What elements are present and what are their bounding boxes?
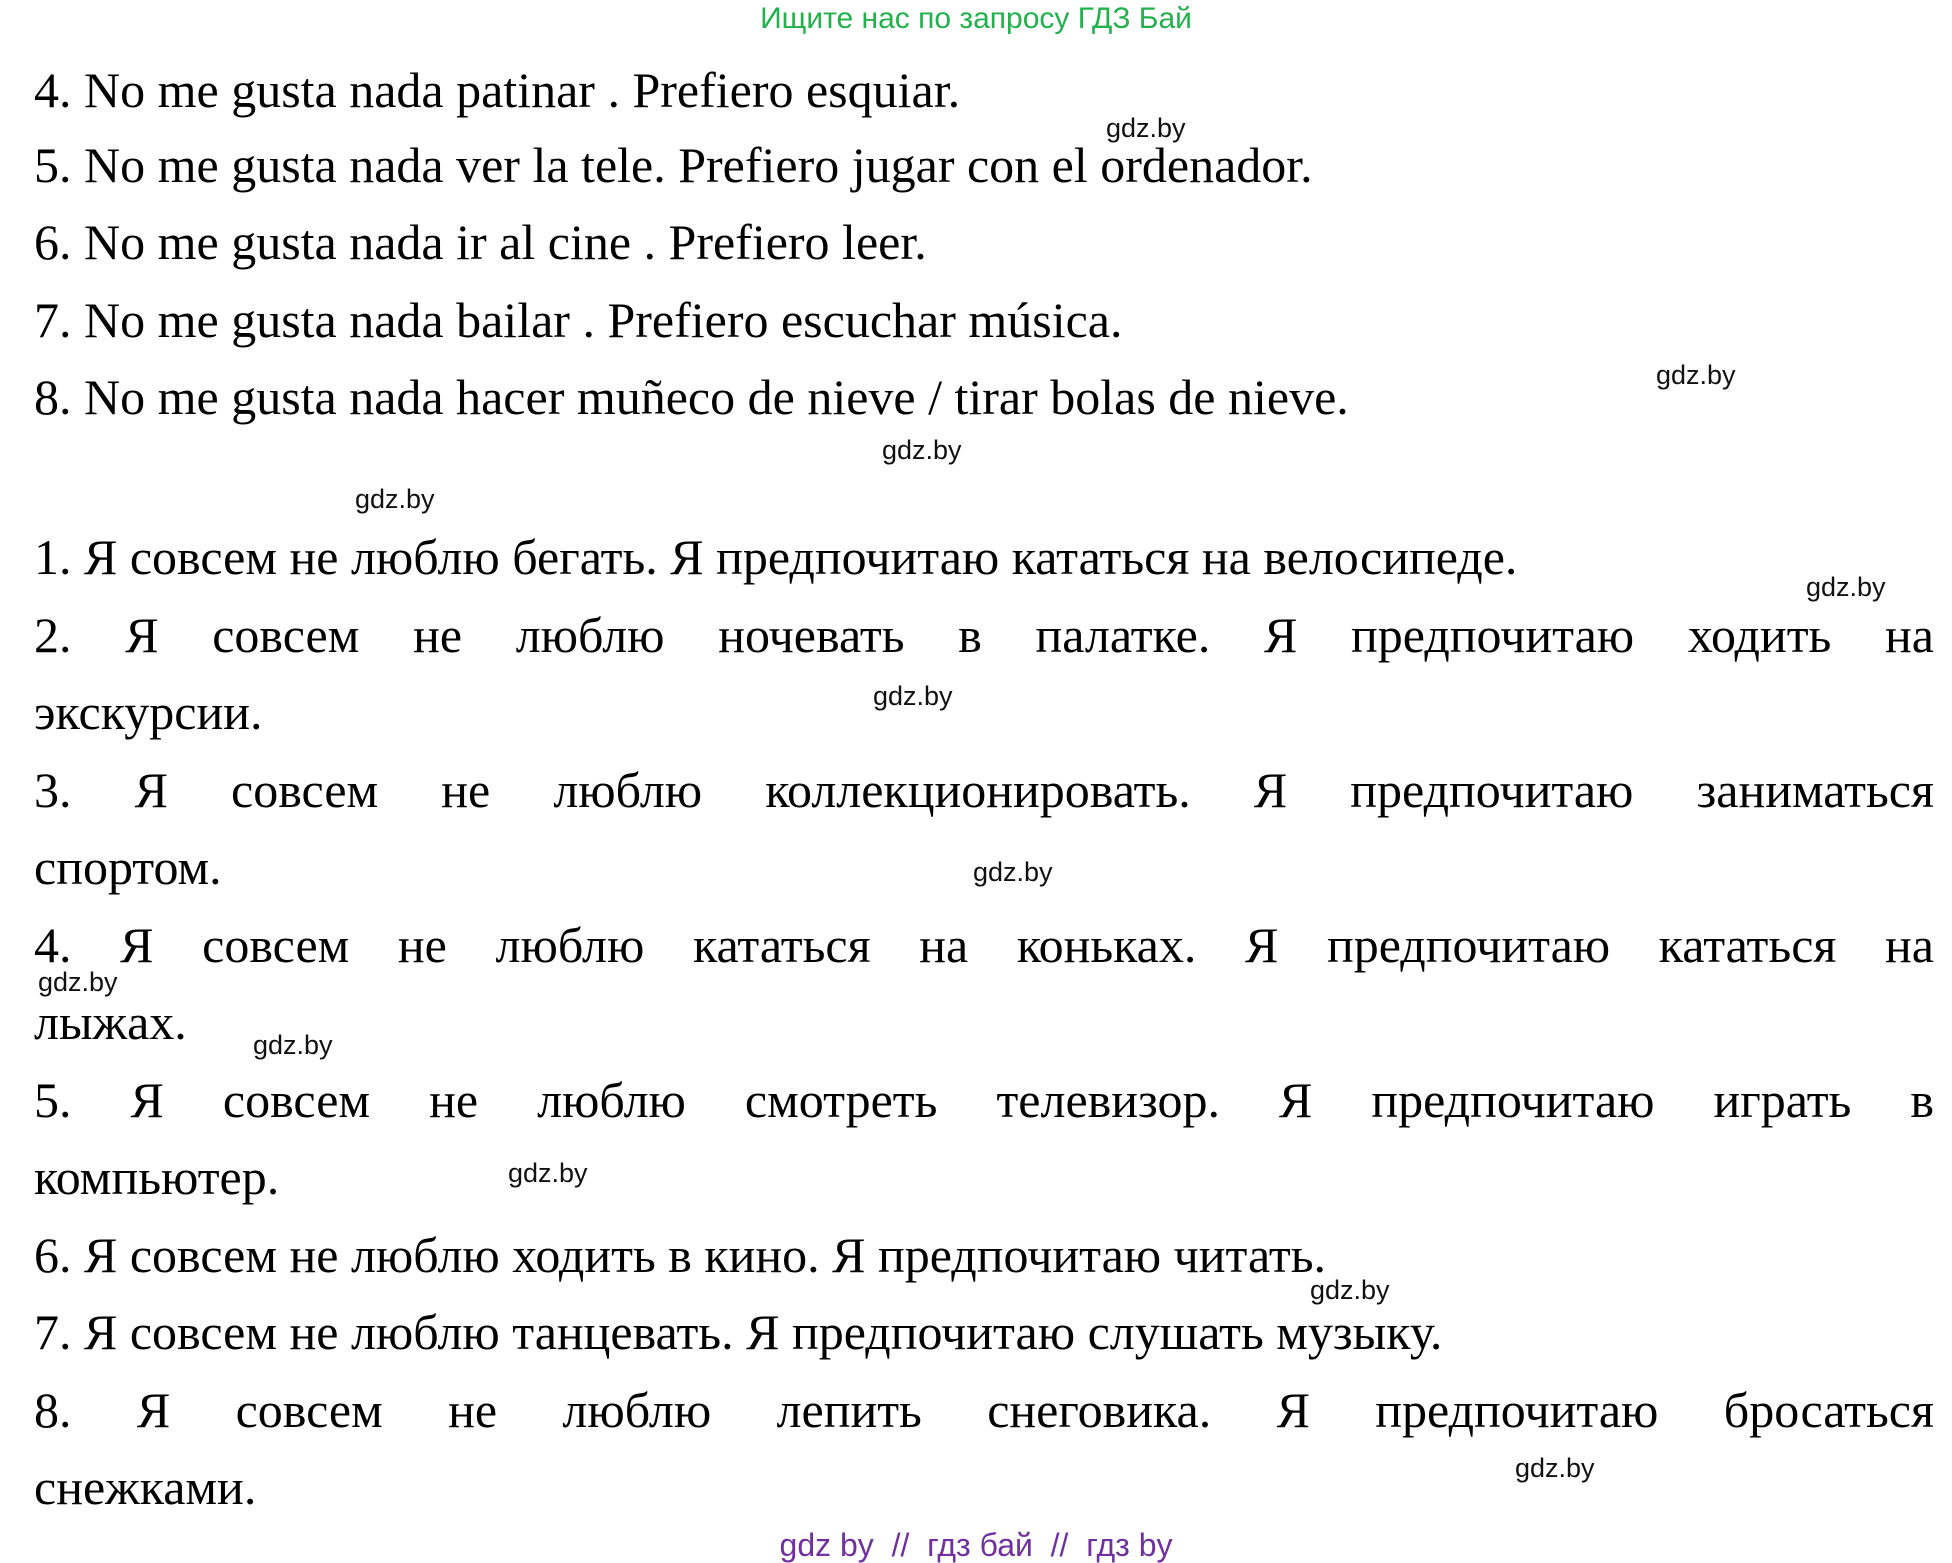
watermark: gdz.by bbox=[873, 681, 953, 711]
russian-line-continuation: лыжах. bbox=[34, 994, 187, 1050]
russian-line: 1. Я совсем не люблю бегать. Я предпочитаю кататься на велосипеде. bbox=[34, 529, 1518, 585]
header-banner: Ищите нас по запросу ГДЗ Бай bbox=[760, 2, 1192, 35]
russian-line: 6. Я совсем не люблю ходить в кино. Я предпочитаю читать. bbox=[34, 1227, 1327, 1283]
russian-line-continuation: снежками. bbox=[34, 1459, 257, 1515]
watermark: gdz.by bbox=[355, 484, 435, 514]
spanish-line: 8. No me gusta nada hacer muñeco de nieve / tirar bolas de nieve. bbox=[34, 369, 1349, 425]
russian-line-continuation: компьютер. bbox=[34, 1149, 280, 1205]
footer-banner: gdz by // гдз бай // гдз by bbox=[779, 1527, 1173, 1563]
watermark: gdz.by bbox=[1806, 572, 1886, 602]
spanish-line: 6. No me gusta nada ir al cine . Prefiero leer. bbox=[34, 214, 927, 270]
spanish-line: 5. No me gusta nada ver la tele. Prefiero jugar con el ordenador. bbox=[34, 137, 1313, 193]
russian-line: 5. Я совсем не люблю смотреть телевизор. Я предпочитаю играть в bbox=[34, 1072, 1934, 1128]
watermark: gdz.by bbox=[1656, 360, 1736, 390]
watermark: gdz.by bbox=[38, 967, 118, 997]
watermark: gdz.by bbox=[1106, 113, 1186, 143]
watermark: gdz.by bbox=[882, 435, 962, 465]
russian-line: 3. Я совсем не люблю коллекционировать. Я предпочитаю заниматься bbox=[34, 762, 1934, 818]
russian-line: 4. Я совсем не люблю кататься на коньках. Я предпочитаю кататься на bbox=[34, 917, 1934, 973]
russian-line: 8. Я совсем не люблю лепить снеговика. Я предпочитаю бросаться bbox=[34, 1382, 1934, 1438]
russian-line-continuation: экскурсии. bbox=[34, 684, 263, 740]
watermark: gdz.by bbox=[508, 1158, 588, 1188]
spanish-line: 7. No me gusta nada bailar . Prefiero escuchar música. bbox=[34, 292, 1123, 348]
spanish-line: 4. No me gusta nada patinar . Prefiero esquiar. bbox=[34, 62, 961, 118]
watermark: gdz.by bbox=[1310, 1275, 1390, 1305]
watermark: gdz.by bbox=[253, 1030, 333, 1060]
watermark: gdz.by bbox=[973, 857, 1053, 887]
russian-line-continuation: спортом. bbox=[34, 839, 222, 895]
watermark: gdz.by bbox=[1515, 1453, 1595, 1483]
russian-line: 2. Я совсем не люблю ночевать в палатке. Я предпочитаю ходить на bbox=[34, 607, 1934, 663]
russian-line: 7. Я совсем не люблю танцевать. Я предпочитаю слушать музыку. bbox=[34, 1304, 1443, 1360]
